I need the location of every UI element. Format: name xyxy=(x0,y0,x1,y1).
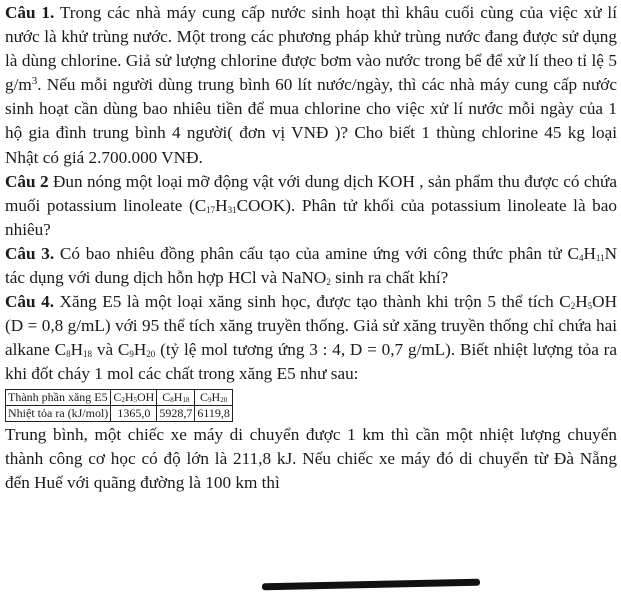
formula-subscript: 11 xyxy=(595,252,605,263)
table-header-cell xyxy=(111,389,157,405)
table-cell: Nhiệt tỏa ra (kJ/mol) xyxy=(6,405,111,421)
formula-subscript: 18 xyxy=(83,349,93,360)
question-4-text-b: OH (D = 0,8 g/mL) với 95 thể tích xăng truyền thống. Giả sử xăng truyền thống chỉ chứa hai alkane C xyxy=(5,292,617,360)
question-3-text-b: N tác dụng với dung dịch hỗn hợp HCl và NaNO xyxy=(5,243,617,288)
formula-element: C xyxy=(113,389,122,404)
document-page xyxy=(5,1,617,495)
formula-subscript: 4 xyxy=(578,252,584,263)
table-row xyxy=(6,389,233,405)
table-header-cell xyxy=(157,389,195,405)
table-cell: 6119,8 xyxy=(195,405,233,421)
formula-subscript: 5 xyxy=(133,395,137,404)
formula-subscript: 18 xyxy=(182,395,190,404)
formula-element: C xyxy=(162,389,171,404)
question-4-text-d: (tỷ lệ mol tương ứng 3 : 4, D = 0,7 g/mL). Biết nhiệt lượng tỏa ra khi đốt cháy 1 mol các chất trong xăng E5 như sau: xyxy=(5,340,617,384)
table-cell: 1365,0 xyxy=(111,405,157,421)
table-cell: 5928,7 xyxy=(157,405,195,421)
formula-subscript: 8 xyxy=(170,395,174,404)
formula-element: OH xyxy=(137,389,155,404)
formula-element: H xyxy=(173,389,183,404)
formula-element: H xyxy=(211,389,221,404)
question-4-continued xyxy=(5,423,617,495)
question-3-text-c: sinh ra chất khí? xyxy=(330,268,449,288)
formula-element: C xyxy=(200,389,209,404)
formula-element: H xyxy=(575,292,588,312)
formula-subscript: 2 xyxy=(121,395,125,404)
formula-subscript: 9 xyxy=(129,349,134,360)
formula-subscript: 2 xyxy=(570,301,576,312)
formula-subscript: 31 xyxy=(227,204,237,215)
formula-element: H xyxy=(215,195,228,215)
question-4-label: Câu 4. xyxy=(5,292,54,312)
combustion-energy-table xyxy=(5,389,233,422)
question-2-label: Câu 2 xyxy=(5,171,49,191)
question-3-label: Câu 3. xyxy=(5,243,55,263)
formula-element: H xyxy=(124,389,134,404)
question-1-text-a: Trong các nhà máy cung cấp nước sinh hoạt thì khâu cuối cùng của việc xử lí nước là khử trùng nước. Một trong các phương pháp khử trùng nước đang được sử dụng là dùng chlorine. Giả sử lượng chlorine được bơm vào nước trong bể để xử lí theo tỉ lệ 5 g/m xyxy=(5,3,617,95)
table-header-cell xyxy=(195,389,233,405)
question-1-label: Câu 1. xyxy=(5,3,55,22)
formula-subscript: 2 xyxy=(326,277,331,288)
formula-element: H xyxy=(70,340,84,360)
formula-subscript: 20 xyxy=(146,349,156,360)
formula-subscript: 20 xyxy=(220,395,228,404)
question-2 xyxy=(5,170,617,242)
question-1 xyxy=(5,1,617,170)
question-3-text-a: Có bao nhiêu đồng phân cấu tạo của amine ứng với công thức phân tử C xyxy=(54,243,579,263)
question-4 xyxy=(5,290,617,386)
question-1-text-b: . Nếu mỗi người dùng trung bình 60 lít nước/ngày, thì các nhà máy cung cấp nước sinh hoạt cần dùng bao nhiêu tiền để mua chlorine cho việc xử lí nước mỗi ngày của 1 hộ gia đình trung bình 4 người( đơn vị VNĐ )? Cho biết 1 thùng chlorine 45 kg loại Nhật có giá 2.700.000 VNĐ. xyxy=(5,75,617,167)
table-row xyxy=(6,405,233,421)
formula-subscript: 5 xyxy=(587,301,593,312)
formula-subscript: 9 xyxy=(208,395,212,404)
question-2-text-b: COOK). Phân tử khối của potassium linoleate là bao nhiêu? xyxy=(5,195,617,239)
formula-subscript: 17 xyxy=(206,204,216,215)
question-2-text-a: Đun nóng một loại mỡ động vật với dung dịch KOH , sản phẩm thu được có chứa muối potassium linoleate (C xyxy=(5,171,617,215)
unit-exponent: 3 xyxy=(31,75,38,88)
table-header-cell: Thành phần xăng E5 xyxy=(6,389,111,405)
formula-element: H xyxy=(133,340,147,360)
formula-subscript: 8 xyxy=(66,349,71,360)
question-3 xyxy=(5,242,617,290)
ink-scratch-mark xyxy=(262,579,480,591)
question-4-text-a: Xăng E5 là một loại xăng sinh học, được tạo thành khi trộn 5 thể tích C xyxy=(54,292,571,312)
formula-element: H xyxy=(583,243,596,263)
question-4-text-e: Trung bình, một chiếc xe máy di chuyển được 1 km thì cần một nhiệt lượng chuyển thành công cơ học có độ lớn là 211,8 kJ. Nếu chiếc xe máy đó di chuyển từ Đà Nẵng đến Huế với quãng đường là 100 km thì xyxy=(5,424,617,492)
question-4-text-c: và C xyxy=(92,340,130,360)
